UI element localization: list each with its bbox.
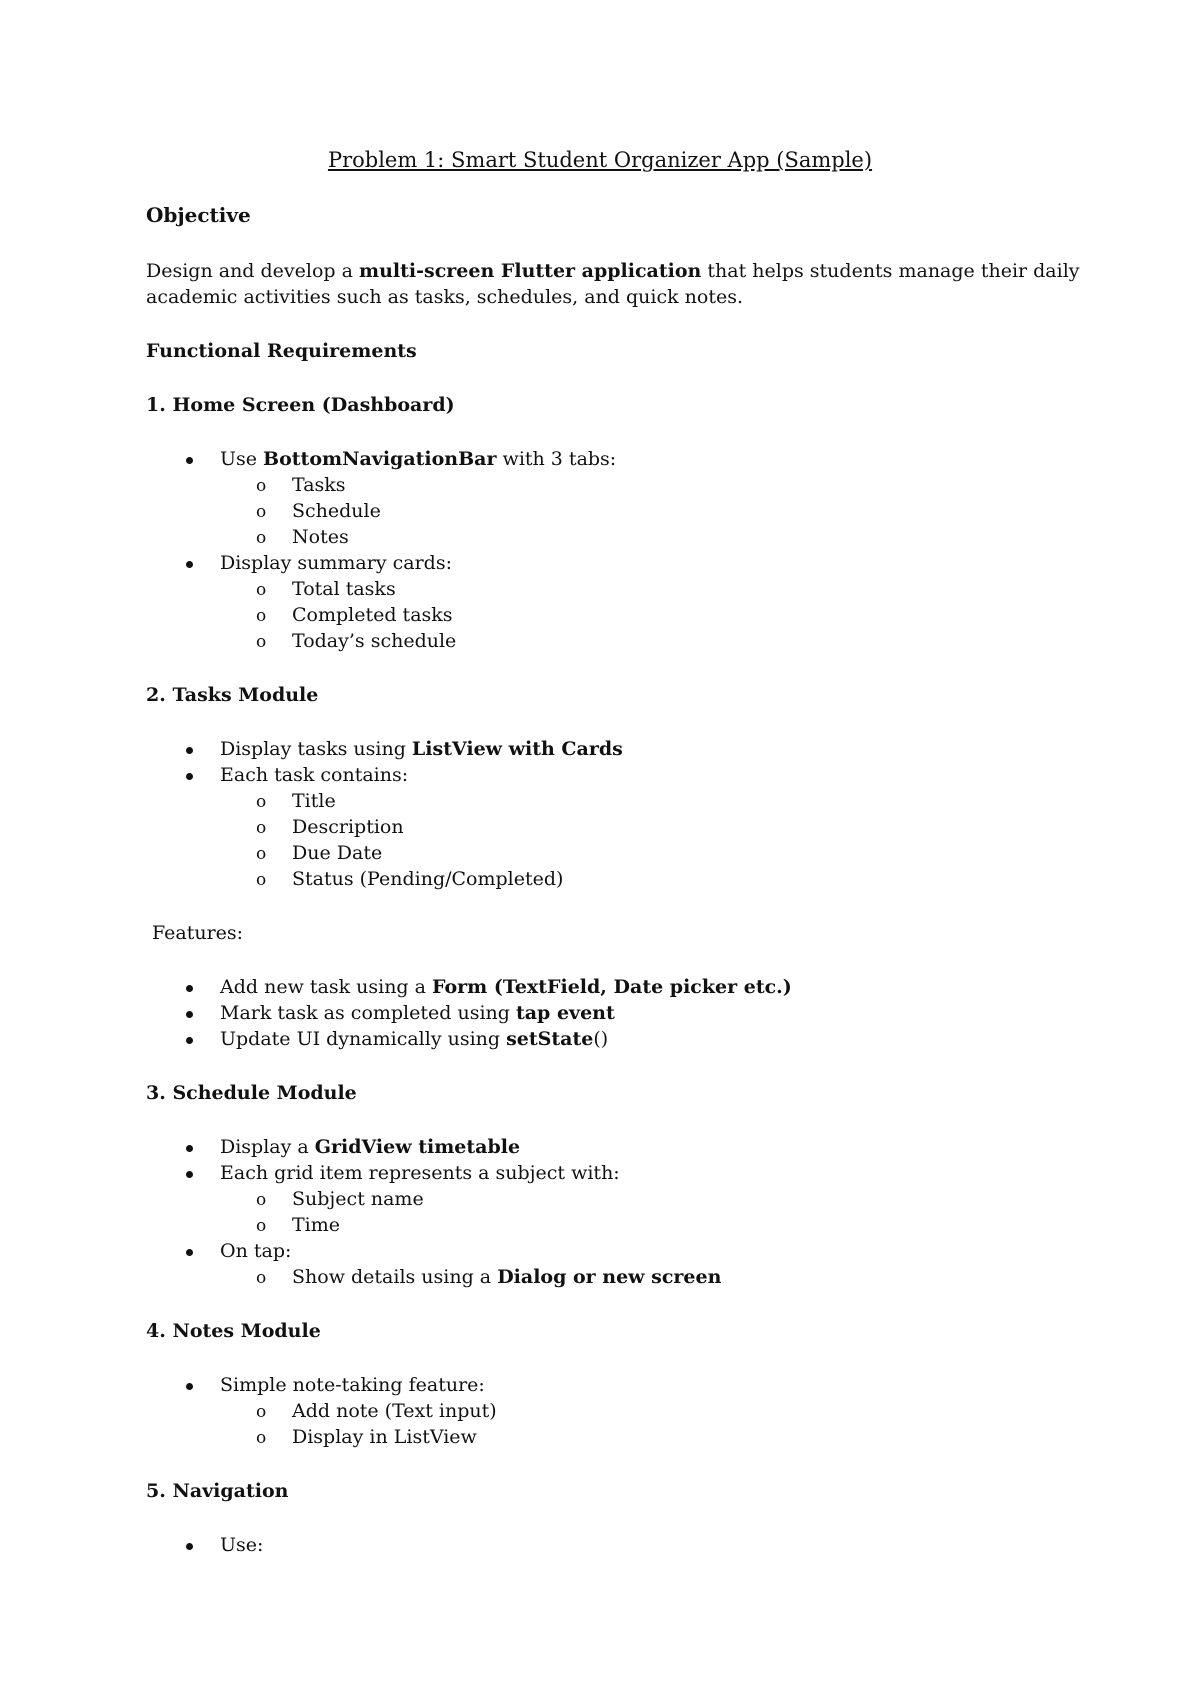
sub-bullet-icon: o bbox=[256, 1428, 267, 1448]
list-item: Use: bbox=[220, 1534, 264, 1556]
objective-heading: Objective bbox=[146, 203, 251, 227]
sub-bullet-icon: o bbox=[256, 1402, 267, 1422]
bullet-icon bbox=[186, 457, 193, 464]
list-item: Update UI dynamically using setState() bbox=[220, 1028, 609, 1050]
bullet-icon bbox=[186, 773, 193, 780]
list-item: Display a GridView timetable bbox=[220, 1136, 521, 1158]
list-item: Add note (Text input) bbox=[292, 1400, 497, 1422]
list-item: Notes bbox=[292, 526, 349, 548]
bullet-icon bbox=[186, 1037, 193, 1044]
bullet-icon bbox=[186, 985, 193, 992]
sub-bullet-icon: o bbox=[256, 1190, 267, 1210]
list-item: Due Date bbox=[292, 842, 383, 864]
bullet-icon bbox=[186, 747, 193, 754]
bullet-icon bbox=[186, 1543, 193, 1550]
navigation-heading: 5. Navigation bbox=[146, 1480, 289, 1502]
list-item: Simple note-taking feature: bbox=[220, 1374, 485, 1396]
tasks-module-heading: 2. Tasks Module bbox=[146, 684, 319, 706]
list-item: Title bbox=[292, 790, 336, 812]
list-item: Completed tasks bbox=[292, 604, 453, 626]
bullet-icon bbox=[186, 561, 193, 568]
sub-bullet-icon: o bbox=[256, 606, 267, 626]
objective-line-1: Design and develop a multi-screen Flutter application that helps students manage their daily bbox=[146, 260, 1080, 282]
bullet-icon bbox=[186, 1383, 193, 1390]
list-item: Description bbox=[292, 816, 404, 838]
bullet-icon bbox=[186, 1011, 193, 1018]
list-item: Mark task as completed using tap event bbox=[220, 1002, 615, 1024]
list-item: Use BottomNavigationBar with 3 tabs: bbox=[220, 448, 617, 470]
page-title: Problem 1: Smart Student Organizer App (Sample) bbox=[327, 148, 873, 172]
list-item: Each task contains: bbox=[220, 764, 409, 786]
list-item: Each grid item represents a subject with: bbox=[220, 1162, 620, 1184]
list-item: Tasks bbox=[292, 474, 346, 496]
sub-bullet-icon: o bbox=[256, 632, 267, 652]
list-item: Add new task using a Form (TextField, Date picker etc.) bbox=[220, 976, 792, 998]
sub-bullet-icon: o bbox=[256, 476, 267, 496]
sub-bullet-icon: o bbox=[256, 870, 267, 890]
bullet-icon bbox=[186, 1145, 193, 1152]
list-item: Status (Pending/Completed) bbox=[292, 868, 564, 890]
sub-bullet-icon: o bbox=[256, 844, 267, 864]
sub-bullet-icon: o bbox=[256, 528, 267, 548]
list-item: Schedule bbox=[292, 500, 381, 522]
sub-bullet-icon: o bbox=[256, 818, 267, 838]
list-item: Total tasks bbox=[292, 578, 396, 600]
list-item: Today’s schedule bbox=[292, 630, 457, 652]
sub-bullet-icon: o bbox=[256, 1216, 267, 1236]
list-item: Display in ListView bbox=[292, 1426, 477, 1448]
features-label: Features: bbox=[152, 922, 244, 944]
list-item: Display summary cards: bbox=[220, 552, 452, 574]
sub-bullet-icon: o bbox=[256, 502, 267, 522]
list-item: Display tasks using ListView with Cards bbox=[220, 738, 623, 760]
list-item: On tap: bbox=[220, 1240, 292, 1262]
list-item: Show details using a Dialog or new screen bbox=[292, 1266, 722, 1288]
bullet-icon bbox=[186, 1171, 193, 1178]
home-screen-heading: 1. Home Screen (Dashboard) bbox=[146, 394, 455, 416]
list-item: Subject name bbox=[292, 1188, 424, 1210]
sub-bullet-icon: o bbox=[256, 580, 267, 600]
bullet-icon bbox=[186, 1249, 193, 1256]
sub-bullet-icon: o bbox=[256, 1268, 267, 1288]
notes-module-heading: 4. Notes Module bbox=[146, 1320, 321, 1342]
objective-line-2: academic activities such as tasks, schedules, and quick notes. bbox=[146, 286, 743, 308]
schedule-module-heading: 3. Schedule Module bbox=[146, 1082, 357, 1104]
functional-requirements-heading: Functional Requirements bbox=[146, 340, 417, 362]
list-item: Time bbox=[292, 1214, 341, 1236]
sub-bullet-icon: o bbox=[256, 792, 267, 812]
